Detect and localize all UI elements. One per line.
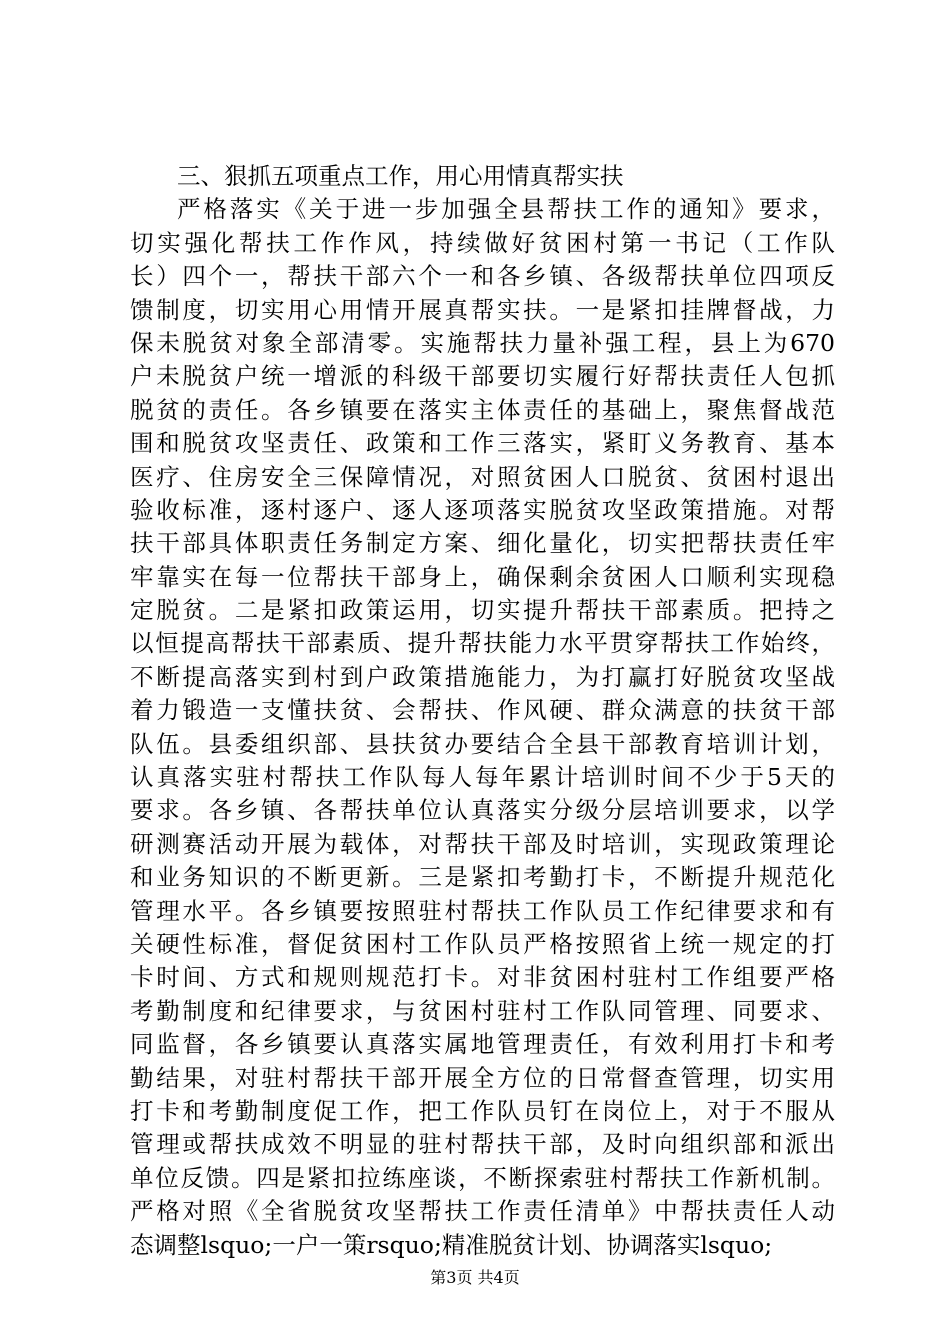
paragraph-line: 户未脱贫户统一增派的科级干部要切实履行好帮扶责任人包抓 [130, 362, 835, 391]
paragraph-line: 卡时间、方式和规则规范打卡。对非贫困村驻村工作组要严格 [130, 963, 835, 992]
paragraph-line: 牢靠实在每一位帮扶干部身上，确保剩余贫困人口顺利实现稳 [130, 562, 835, 591]
paragraph-line: 要求。各乡镇、各帮扶单位认真落实分级分层培训要求，以学 [130, 796, 835, 825]
paragraph-line: 考勤制度和纪律要求，与贫困村驻村工作队同管理、同要求、 [130, 996, 835, 1025]
paragraph-line: 关硬性标准，督促贫困村工作队员严格按照省上统一规定的打 [130, 929, 835, 958]
paragraph-line: 围和脱贫攻坚责任、政策和工作三落实，紧盯义务教育、基本 [130, 429, 835, 458]
paragraph-line: 管理水平。各乡镇要按照驻村帮扶工作队员工作纪律要求和有 [130, 896, 835, 925]
paragraph-line: 扶干部具体职责任务制定方案、细化量化，切实把帮扶责任牢 [130, 529, 835, 558]
paragraph-line: 以恒提高帮扶干部素质、提升帮扶能力水平贯穿帮扶工作始终， [130, 629, 835, 658]
paragraph-line: 研测赛活动开展为载体，对帮扶干部及时培训，实现政策理论 [130, 829, 835, 858]
paragraph-line: 严格对照《全省脱贫攻坚帮扶工作责任清单》中帮扶责任人动 [130, 1197, 835, 1226]
paragraph-line: 单位反馈。四是紧扣拉练座谈，不断探索驻村帮扶工作新机制。 [130, 1163, 835, 1192]
paragraph-line: 医疗、住房安全三保障情况，对照贫困人口脱贫、贫困村退出 [130, 462, 835, 491]
paragraph-line: 态调整lsquo;一户一策rsquo;精准脱贫计划、协调落实lsquo; [130, 1230, 773, 1259]
paragraph-line: 管理或帮扶成效不明显的驻村帮扶干部，及时向组织部和派出 [130, 1130, 835, 1159]
paragraph-line: 长）四个一，帮扶干部六个一和各乡镇、各级帮扶单位四项反 [130, 262, 835, 291]
paragraph-line: 和业务知识的不断更新。三是紧扣考勤打卡，不断提升规范化 [130, 863, 835, 892]
paragraph-line: 馈制度，切实用心用情开展真帮实扶。一是紧扣挂牌督战，力 [130, 295, 835, 324]
paragraph-line: 不断提高落实到村到户政策措施能力，为打赢打好脱贫攻坚战 [130, 662, 835, 691]
paragraph-line: 严格落实《关于进一步加强全县帮扶工作的通知》要求， [177, 195, 835, 224]
document-body [130, 160, 835, 1262]
paragraph-line: 切实强化帮扶工作作风，持续做好贫困村第一书记（工作队 [130, 228, 835, 257]
paragraph-line: 定脱贫。二是紧扣政策运用，切实提升帮扶干部素质。把持之 [130, 596, 835, 625]
paragraph-line: 脱贫的责任。各乡镇要在落实主体责任的基础上，聚焦督战范 [130, 395, 835, 424]
paragraph-line: 队伍。县委组织部、县扶贫办要结合全县干部教育培训计划， [130, 729, 835, 758]
page-footer: 第3页 共4页 [430, 1268, 520, 1287]
paragraph-line: 验收标准，逐村逐户、逐人逐项落实脱贫攻坚政策措施。对帮 [130, 495, 835, 524]
paragraph-line: 认真落实驻村帮扶工作队每人每年累计培训时间不少于5天的 [130, 763, 835, 792]
section-heading: 三、狠抓五项重点工作，用心用情真帮实扶 [177, 162, 624, 190]
paragraph-line: 保未脱贫对象全部清零。实施帮扶力量补强工程，县上为670 [130, 328, 835, 357]
paragraph-line: 打卡和考勤制度促工作，把工作队员钉在岗位上，对于不服从 [130, 1096, 835, 1125]
paragraph-line: 着力锻造一支懂扶贫、会帮扶、作风硬、群众满意的扶贫干部 [130, 696, 835, 725]
paragraph-line: 同监督，各乡镇要认真落实属地管理责任，有效利用打卡和考 [130, 1030, 835, 1059]
paragraph-line: 勤结果，对驻村帮扶干部开展全方位的日常督查管理，切实用 [130, 1063, 835, 1092]
